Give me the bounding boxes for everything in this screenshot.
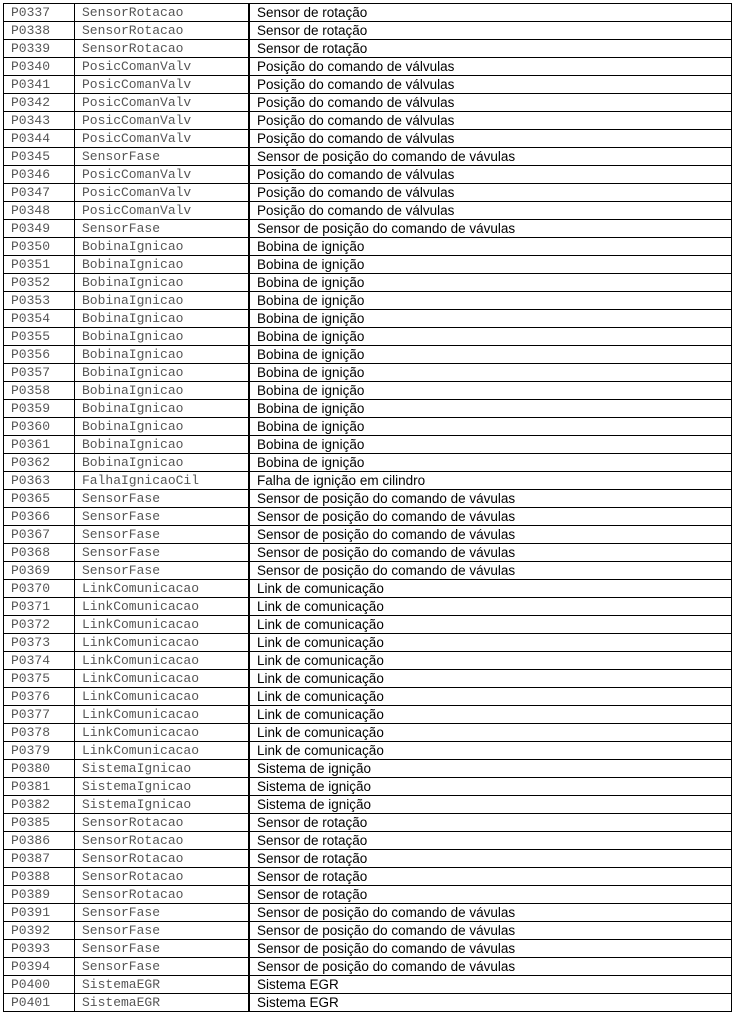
dtc-name-cell: SensorFase [75, 940, 250, 958]
dtc-name-cell: BobinaIgnicao [75, 328, 250, 346]
dtc-code-cell: P0350 [4, 238, 75, 256]
table-row [4, 634, 732, 652]
dtc-code-cell: P0340 [4, 58, 75, 76]
dtc-name-cell: LinkComunicacao [75, 580, 250, 598]
table-row [4, 562, 732, 580]
dtc-code-cell: P0337 [4, 4, 75, 22]
dtc-name-cell: SistemaIgnicao [75, 778, 250, 796]
dtc-description-cell: Bobina de ignição [249, 454, 732, 472]
dtc-name-cell: LinkComunicacao [75, 670, 250, 688]
dtc-description-cell: Sensor de posição do comando de vávulas [249, 922, 732, 940]
dtc-name-cell: BobinaIgnicao [75, 382, 250, 400]
dtc-code-cell: P0338 [4, 22, 75, 40]
dtc-name-cell: LinkComunicacao [75, 706, 250, 724]
dtc-description-cell: Bobina de ignição [249, 256, 732, 274]
dtc-name-cell: BobinaIgnicao [75, 436, 250, 454]
table-row [4, 508, 732, 526]
dtc-name-cell: PosicComanValv [75, 58, 250, 76]
table-row [4, 274, 732, 292]
dtc-code-cell: P0378 [4, 724, 75, 742]
dtc-description-cell: Sistema de ignição [249, 796, 732, 814]
dtc-code-cell: P0381 [4, 778, 75, 796]
dtc-code-cell: P0348 [4, 202, 75, 220]
dtc-name-cell: SensorRotacao [75, 814, 250, 832]
dtc-code-cell: P0392 [4, 922, 75, 940]
dtc-description-cell: Sensor de posição do comando de vávulas [249, 526, 732, 544]
table-row [4, 490, 732, 508]
dtc-name-cell: BobinaIgnicao [75, 292, 250, 310]
dtc-code-cell: P0387 [4, 850, 75, 868]
dtc-name-cell: SensorFase [75, 904, 250, 922]
dtc-description-cell: Bobina de ignição [249, 310, 732, 328]
table-row [4, 310, 732, 328]
dtc-description-cell: Sistema EGR [249, 976, 732, 994]
dtc-code-cell: P0342 [4, 94, 75, 112]
table-row [4, 688, 732, 706]
dtc-description-cell: Posição do comando de válvulas [249, 130, 732, 148]
table-row [4, 454, 732, 472]
table-row [4, 904, 732, 922]
dtc-code-cell: P0372 [4, 616, 75, 634]
dtc-table-body [4, 4, 732, 1012]
table-row [4, 346, 732, 364]
dtc-name-cell: SensorRotacao [75, 868, 250, 886]
dtc-code-cell: P0359 [4, 400, 75, 418]
dtc-description-cell: Falha de ignição em cilindro [249, 472, 732, 490]
dtc-description-cell: Sensor de posição do comando de vávulas [249, 490, 732, 508]
dtc-description-cell: Link de comunicação [249, 742, 732, 760]
dtc-code-cell: P0346 [4, 166, 75, 184]
dtc-name-cell: PosicComanValv [75, 202, 250, 220]
dtc-description-cell: Bobina de ignição [249, 364, 732, 382]
dtc-name-cell: LinkComunicacao [75, 688, 250, 706]
table-row [4, 22, 732, 40]
dtc-description-cell: Bobina de ignição [249, 382, 732, 400]
dtc-code-cell: P0343 [4, 112, 75, 130]
dtc-code-cell: P0375 [4, 670, 75, 688]
table-row [4, 886, 732, 904]
dtc-description-cell: Sistema de ignição [249, 778, 732, 796]
table-row [4, 958, 732, 976]
dtc-description-cell: Sensor de posição do comando de vávulas [249, 562, 732, 580]
dtc-description-cell: Sensor de rotação [249, 22, 732, 40]
dtc-code-table [3, 3, 732, 1012]
dtc-description-cell: Bobina de ignição [249, 418, 732, 436]
dtc-description-cell: Sensor de posição do comando de vávulas [249, 904, 732, 922]
table-row [4, 94, 732, 112]
dtc-code-cell: P0353 [4, 292, 75, 310]
dtc-code-cell: P0371 [4, 598, 75, 616]
dtc-code-cell: P0401 [4, 994, 75, 1012]
dtc-code-cell: P0391 [4, 904, 75, 922]
dtc-name-cell: BobinaIgnicao [75, 310, 250, 328]
dtc-description-cell: Posição do comando de válvulas [249, 58, 732, 76]
dtc-name-cell: LinkComunicacao [75, 652, 250, 670]
table-row [4, 472, 732, 490]
dtc-name-cell: PosicComanValv [75, 166, 250, 184]
dtc-description-cell: Posição do comando de válvulas [249, 202, 732, 220]
dtc-code-cell: P0360 [4, 418, 75, 436]
table-row [4, 922, 732, 940]
table-row [4, 148, 732, 166]
table-row [4, 292, 732, 310]
dtc-description-cell: Posição do comando de válvulas [249, 112, 732, 130]
table-row [4, 652, 732, 670]
dtc-code-cell: P0345 [4, 148, 75, 166]
table-row [4, 112, 732, 130]
table-row [4, 760, 732, 778]
table-row [4, 184, 732, 202]
dtc-description-cell: Posição do comando de válvulas [249, 166, 732, 184]
dtc-name-cell: SensorFase [75, 958, 250, 976]
dtc-description-cell: Sensor de posição do comando de vávulas [249, 958, 732, 976]
table-row [4, 994, 732, 1012]
dtc-name-cell: BobinaIgnicao [75, 238, 250, 256]
table-row [4, 256, 732, 274]
dtc-description-cell: Sensor de rotação [249, 40, 732, 58]
dtc-name-cell: LinkComunicacao [75, 634, 250, 652]
table-row [4, 436, 732, 454]
dtc-code-cell: P0366 [4, 508, 75, 526]
dtc-name-cell: PosicComanValv [75, 112, 250, 130]
dtc-description-cell: Posição do comando de válvulas [249, 94, 732, 112]
dtc-name-cell: SistemaEGR [75, 976, 250, 994]
table-row [4, 526, 732, 544]
dtc-name-cell: SensorRotacao [75, 22, 250, 40]
table-row [4, 76, 732, 94]
dtc-description-cell: Link de comunicação [249, 616, 732, 634]
table-row [4, 238, 732, 256]
dtc-description-cell: Sensor de rotação [249, 886, 732, 904]
dtc-name-cell: LinkComunicacao [75, 598, 250, 616]
dtc-description-cell: Link de comunicação [249, 688, 732, 706]
dtc-description-cell: Bobina de ignição [249, 328, 732, 346]
dtc-description-cell: Sensor de rotação [249, 4, 732, 22]
dtc-description-cell: Sensor de rotação [249, 832, 732, 850]
dtc-code-cell: P0393 [4, 940, 75, 958]
dtc-description-cell: Posição do comando de válvulas [249, 76, 732, 94]
dtc-code-cell: P0358 [4, 382, 75, 400]
dtc-description-cell: Link de comunicação [249, 598, 732, 616]
table-row [4, 796, 732, 814]
dtc-name-cell: SensorFase [75, 544, 250, 562]
dtc-name-cell: PosicComanValv [75, 130, 250, 148]
dtc-name-cell: SensorFase [75, 490, 250, 508]
dtc-description-cell: Link de comunicação [249, 580, 732, 598]
dtc-name-cell: BobinaIgnicao [75, 364, 250, 382]
table-row [4, 544, 732, 562]
dtc-description-cell: Bobina de ignição [249, 436, 732, 454]
table-row [4, 940, 732, 958]
dtc-code-cell: P0385 [4, 814, 75, 832]
dtc-name-cell: SensorRotacao [75, 886, 250, 904]
table-row [4, 364, 732, 382]
table-row [4, 742, 732, 760]
dtc-name-cell: SensorRotacao [75, 40, 250, 58]
dtc-name-cell: LinkComunicacao [75, 616, 250, 634]
dtc-description-cell: Sensor de posição do comando de vávulas [249, 544, 732, 562]
table-row [4, 580, 732, 598]
dtc-name-cell: SensorRotacao [75, 832, 250, 850]
dtc-code-cell: P0352 [4, 274, 75, 292]
dtc-code-cell: P0349 [4, 220, 75, 238]
dtc-code-cell: P0382 [4, 796, 75, 814]
dtc-name-cell: SensorFase [75, 220, 250, 238]
table-row [4, 40, 732, 58]
dtc-description-cell: Sensor de posição do comando de vávulas [249, 148, 732, 166]
dtc-code-cell: P0386 [4, 832, 75, 850]
dtc-code-cell: P0379 [4, 742, 75, 760]
dtc-code-cell: P0339 [4, 40, 75, 58]
table-row [4, 328, 732, 346]
table-row [4, 382, 732, 400]
table-row [4, 598, 732, 616]
dtc-code-cell: P0356 [4, 346, 75, 364]
dtc-name-cell: BobinaIgnicao [75, 274, 250, 292]
dtc-code-cell: P0400 [4, 976, 75, 994]
dtc-description-cell: Link de comunicação [249, 724, 732, 742]
dtc-description-cell: Sensor de rotação [249, 868, 732, 886]
table-row [4, 850, 732, 868]
dtc-description-cell: Sensor de rotação [249, 814, 732, 832]
dtc-code-cell: P0374 [4, 652, 75, 670]
dtc-name-cell: SistemaIgnicao [75, 796, 250, 814]
dtc-description-cell: Sensor de posição do comando de vávulas [249, 220, 732, 238]
dtc-code-cell: P0367 [4, 526, 75, 544]
table-row [4, 220, 732, 238]
dtc-code-cell: P0344 [4, 130, 75, 148]
dtc-name-cell: BobinaIgnicao [75, 418, 250, 436]
dtc-name-cell: PosicComanValv [75, 76, 250, 94]
dtc-description-cell: Bobina de ignição [249, 292, 732, 310]
table-row [4, 130, 732, 148]
dtc-name-cell: PosicComanValv [75, 94, 250, 112]
dtc-code-cell: P0373 [4, 634, 75, 652]
table-row [4, 670, 732, 688]
dtc-description-cell: Sistema de ignição [249, 760, 732, 778]
table-row [4, 616, 732, 634]
dtc-description-cell: Sistema EGR [249, 994, 732, 1012]
dtc-code-cell: P0389 [4, 886, 75, 904]
dtc-description-cell: Sensor de rotação [249, 850, 732, 868]
table-row [4, 418, 732, 436]
dtc-code-cell: P0363 [4, 472, 75, 490]
table-row [4, 832, 732, 850]
dtc-name-cell: FalhaIgnicaoCil [75, 472, 250, 490]
dtc-name-cell: SensorFase [75, 922, 250, 940]
dtc-name-cell: SensorRotacao [75, 850, 250, 868]
table-row [4, 976, 732, 994]
dtc-code-cell: P0362 [4, 454, 75, 472]
table-row [4, 706, 732, 724]
dtc-name-cell: BobinaIgnicao [75, 256, 250, 274]
dtc-description-cell: Link de comunicação [249, 634, 732, 652]
table-row [4, 778, 732, 796]
dtc-code-cell: P0376 [4, 688, 75, 706]
dtc-description-cell: Sensor de posição do comando de vávulas [249, 508, 732, 526]
dtc-name-cell: SensorRotacao [75, 4, 250, 22]
dtc-name-cell: SistemaEGR [75, 994, 250, 1012]
dtc-description-cell: Posição do comando de válvulas [249, 184, 732, 202]
dtc-code-cell: P0341 [4, 76, 75, 94]
dtc-name-cell: SistemaIgnicao [75, 760, 250, 778]
dtc-code-cell: P0347 [4, 184, 75, 202]
table-row [4, 724, 732, 742]
dtc-name-cell: SensorFase [75, 526, 250, 544]
dtc-description-cell: Sensor de posição do comando de vávulas [249, 940, 732, 958]
dtc-code-cell: P0388 [4, 868, 75, 886]
dtc-name-cell: LinkComunicacao [75, 742, 250, 760]
table-row [4, 4, 732, 22]
dtc-code-cell: P0361 [4, 436, 75, 454]
dtc-description-cell: Bobina de ignição [249, 400, 732, 418]
dtc-name-cell: SensorFase [75, 148, 250, 166]
dtc-description-cell: Bobina de ignição [249, 238, 732, 256]
dtc-code-cell: P0394 [4, 958, 75, 976]
dtc-code-cell: P0357 [4, 364, 75, 382]
table-row [4, 814, 732, 832]
dtc-name-cell: SensorFase [75, 562, 250, 580]
dtc-code-cell: P0377 [4, 706, 75, 724]
dtc-description-cell: Bobina de ignição [249, 274, 732, 292]
dtc-name-cell: PosicComanValv [75, 184, 250, 202]
table-row [4, 868, 732, 886]
dtc-description-cell: Link de comunicação [249, 652, 732, 670]
dtc-description-cell: Bobina de ignição [249, 346, 732, 364]
dtc-code-cell: P0368 [4, 544, 75, 562]
table-row [4, 58, 732, 76]
dtc-description-cell: Link de comunicação [249, 670, 732, 688]
dtc-name-cell: BobinaIgnicao [75, 346, 250, 364]
dtc-name-cell: LinkComunicacao [75, 724, 250, 742]
dtc-code-cell: P0380 [4, 760, 75, 778]
dtc-description-cell: Link de comunicação [249, 706, 732, 724]
dtc-code-cell: P0354 [4, 310, 75, 328]
table-row [4, 400, 732, 418]
dtc-code-cell: P0369 [4, 562, 75, 580]
dtc-name-cell: SensorFase [75, 508, 250, 526]
dtc-code-cell: P0370 [4, 580, 75, 598]
dtc-code-cell: P0365 [4, 490, 75, 508]
table-row [4, 202, 732, 220]
dtc-code-cell: P0351 [4, 256, 75, 274]
dtc-code-cell: P0355 [4, 328, 75, 346]
dtc-name-cell: BobinaIgnicao [75, 454, 250, 472]
dtc-name-cell: BobinaIgnicao [75, 400, 250, 418]
table-row [4, 166, 732, 184]
